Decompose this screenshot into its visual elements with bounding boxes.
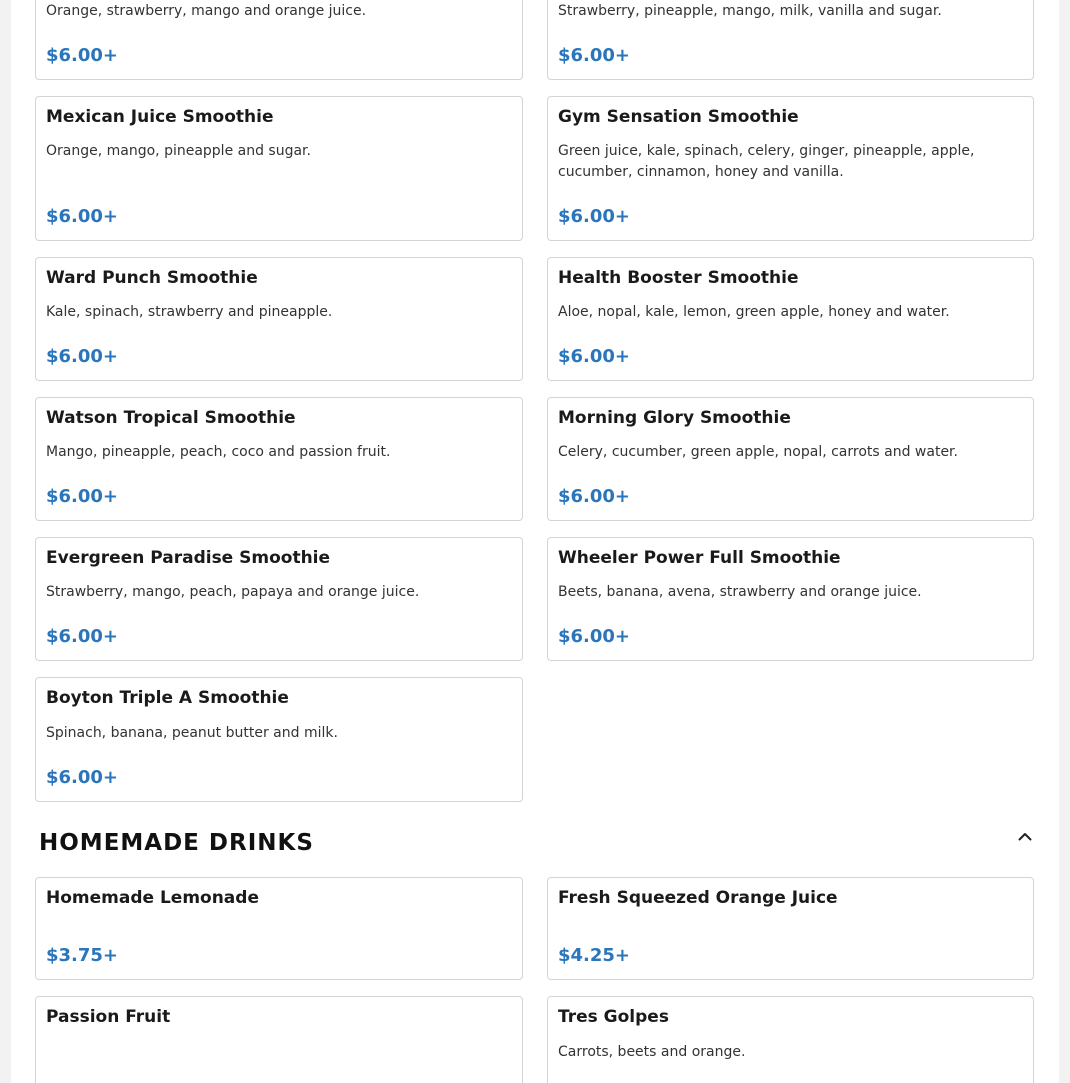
menu-item-card[interactable] bbox=[547, 397, 1034, 521]
menu-item-description: Spinach, banana, peanut butter and milk. bbox=[46, 725, 338, 741]
menu-item-description: Green juice, kale, spinach, celery, ginger, pineapple, apple, cucumber, cinnamon, honey and vanilla. bbox=[558, 143, 975, 180]
menu-item-description: Celery, cucumber, green apple, nopal, carrots and water. bbox=[558, 444, 958, 460]
menu-item-name: Boyton Triple A Smoothie bbox=[46, 688, 289, 708]
menu-item-description: Carrots, beets and orange. bbox=[558, 1044, 746, 1060]
menu-item-card[interactable] bbox=[547, 96, 1034, 241]
menu-item-name: Mexican Juice Smoothie bbox=[46, 107, 274, 127]
menu-item-price: $6.00+ bbox=[558, 45, 631, 66]
menu-item-card[interactable] bbox=[35, 537, 523, 661]
menu-item-card[interactable] bbox=[547, 537, 1034, 661]
menu-item-price: $6.00+ bbox=[558, 486, 631, 507]
menu-item-card[interactable] bbox=[35, 996, 523, 1083]
menu-item-card[interactable] bbox=[35, 0, 523, 80]
menu-item-price: $6.00+ bbox=[46, 767, 119, 788]
menu-page bbox=[11, 0, 1059, 1083]
menu-item-price: $6.00+ bbox=[46, 626, 119, 647]
section-collapse-button[interactable] bbox=[1014, 825, 1036, 847]
menu-item-price: $6.00+ bbox=[558, 206, 631, 227]
menu-item-description: Kale, spinach, strawberry and pineapple. bbox=[46, 304, 333, 320]
menu-item-name: Homemade Lemonade bbox=[46, 888, 259, 908]
menu-item-price: $6.00+ bbox=[46, 346, 119, 367]
menu-item-description: Beets, banana, avena, strawberry and orange juice. bbox=[558, 584, 922, 600]
menu-item-card[interactable] bbox=[35, 677, 523, 802]
menu-item-price: $6.00+ bbox=[46, 45, 119, 66]
menu-item-name: Health Booster Smoothie bbox=[558, 268, 799, 288]
menu-item-card[interactable] bbox=[547, 996, 1034, 1083]
menu-item-card[interactable] bbox=[547, 877, 1034, 980]
menu-item-card[interactable] bbox=[35, 397, 523, 521]
menu-item-name: Passion Fruit bbox=[46, 1007, 171, 1027]
menu-item-description: Aloe, nopal, kale, lemon, green apple, honey and water. bbox=[558, 304, 950, 320]
chevron-up-icon bbox=[1018, 832, 1032, 841]
menu-item-name: Ward Punch Smoothie bbox=[46, 268, 258, 288]
menu-item-name: Fresh Squeezed Orange Juice bbox=[558, 888, 838, 908]
menu-item-name: Watson Tropical Smoothie bbox=[46, 408, 296, 428]
menu-item-description: Strawberry, mango, peach, papaya and orange juice. bbox=[46, 584, 420, 600]
menu-item-name: Tres Golpes bbox=[558, 1007, 669, 1027]
section-title-homemade-drinks: HOMEMADE DRINKS bbox=[39, 830, 314, 856]
menu-item-name: Morning Glory Smoothie bbox=[558, 408, 791, 428]
menu-item-name: Gym Sensation Smoothie bbox=[558, 107, 799, 127]
menu-item-price: $6.00+ bbox=[558, 626, 631, 647]
menu-item-card[interactable] bbox=[35, 877, 523, 980]
menu-item-price: $3.75+ bbox=[46, 945, 119, 966]
menu-item-description: Orange, strawberry, mango and orange juice. bbox=[46, 3, 367, 19]
menu-item-price: $6.00+ bbox=[46, 206, 119, 227]
menu-item-card[interactable] bbox=[547, 257, 1034, 381]
menu-item-card[interactable] bbox=[35, 96, 523, 241]
menu-item-name: Wheeler Power Full Smoothie bbox=[558, 548, 841, 568]
menu-item-name: Evergreen Paradise Smoothie bbox=[46, 548, 331, 568]
menu-item-card[interactable] bbox=[547, 0, 1034, 80]
menu-item-card[interactable] bbox=[35, 257, 523, 381]
menu-item-price: $6.00+ bbox=[558, 346, 631, 367]
menu-item-price: $6.00+ bbox=[46, 486, 119, 507]
menu-item-description: Orange, mango, pineapple and sugar. bbox=[46, 143, 311, 159]
menu-item-price: $4.25+ bbox=[558, 945, 631, 966]
menu-item-description: Strawberry, pineapple, mango, milk, vanilla and sugar. bbox=[558, 3, 942, 19]
menu-item-description: Mango, pineapple, peach, coco and passion fruit. bbox=[46, 444, 391, 460]
